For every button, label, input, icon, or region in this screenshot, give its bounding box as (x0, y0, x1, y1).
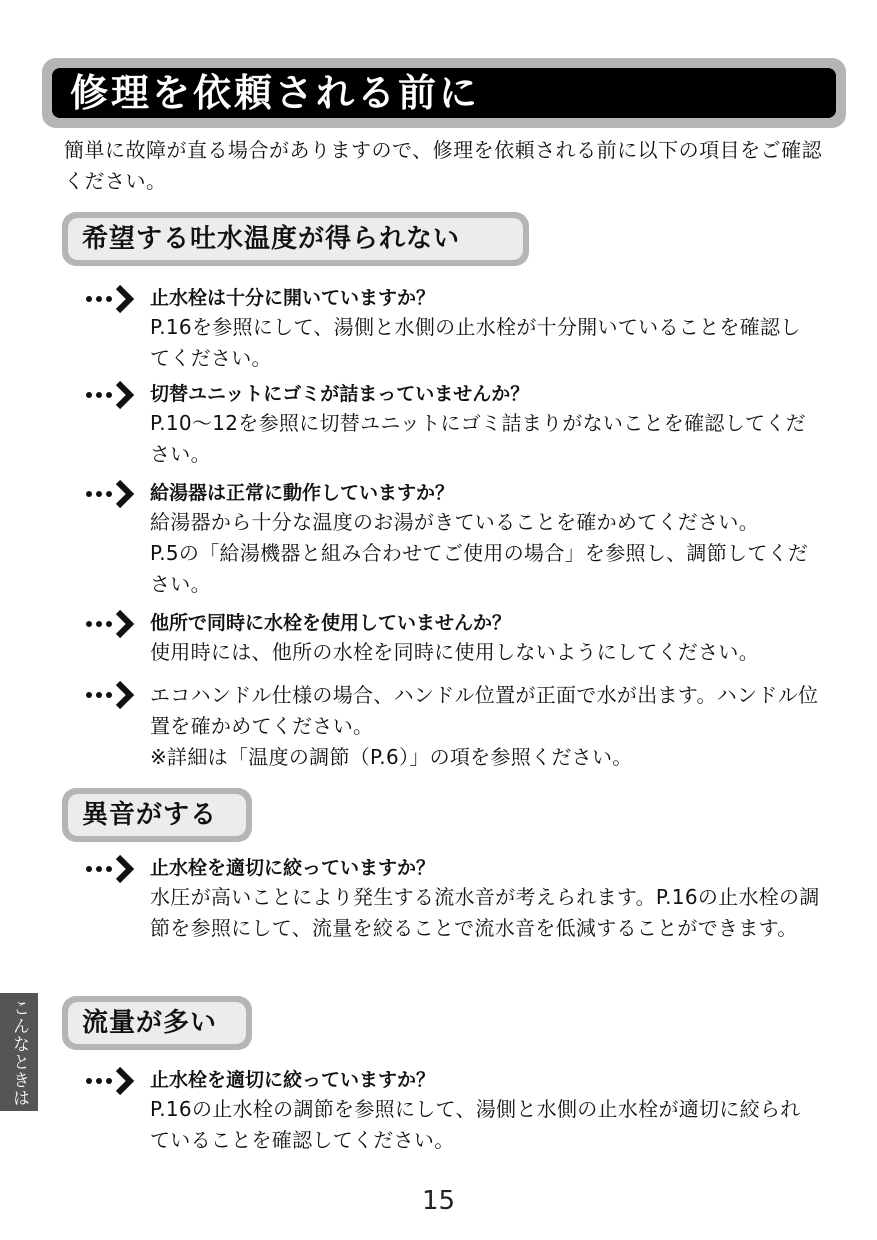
check-item-body: P.10～12を参照に切替ユニットにゴミ詰まりがないことを確認してください。 (150, 411, 806, 466)
page-number: 15 (421, 1186, 456, 1216)
page-title: 修理を依頼される前に (70, 71, 481, 115)
side-index-tab[interactable] (0, 993, 38, 1111)
page-title-inner (52, 68, 836, 118)
section-heading-label: 流量が多い (82, 1008, 218, 1038)
section-heading-temperature (62, 212, 529, 266)
check-item-body: エコハンドル仕様の場合、ハンドル位置が正面で水が出ます。ハンドル位置を確かめてください。 ※詳細は「温度の調節（P.6）」の項を参照ください。 (150, 683, 819, 769)
check-item-title: 止水栓を適切に絞っていますか？ (150, 857, 436, 879)
check-item-body: 水圧が高いことにより発生する流水音が考えられます。P.16の止水栓の調節を参照にして、流量を絞ることで流水音を低減することができます。 (150, 885, 820, 940)
check-item-title: 止水栓を適切に絞っていますか？ (150, 1069, 436, 1091)
check-item-title: 止水栓は十分に開いていますか？ (150, 287, 436, 309)
arrow-bullet-icon (84, 607, 140, 641)
section-heading-flow (62, 996, 252, 1050)
page-title-bar (42, 58, 846, 128)
check-item-title: 給湯器は正常に動作していますか？ (150, 482, 455, 504)
arrow-bullet-icon (84, 678, 140, 712)
arrow-bullet-icon (84, 378, 140, 412)
check-item-body: 使用時には、他所の水栓を同時に使用しないようにしてください。 (150, 640, 759, 664)
intro-text: 簡単に故障が直る場合がありますので、修理を依頼される前に以下の項目をご確認ください。 (64, 138, 823, 193)
check-item-body: P.16を参照にして、湯側と水側の止水栓が十分開いていることを確認してください。 (150, 315, 801, 370)
section-heading-label: 希望する吐水温度が得られない (82, 224, 461, 254)
check-item-body: 給湯器から十分な温度のお湯がきていることを確かめてください。 P.5の「給湯機器と組み合わせてご使用の場合」を参照し、調節してください。 (150, 510, 809, 596)
arrow-bullet-icon (84, 852, 140, 886)
section-heading-noise (62, 788, 252, 842)
arrow-bullet-icon (84, 1064, 140, 1098)
arrow-bullet-icon (84, 477, 140, 511)
arrow-bullet-icon (84, 282, 140, 316)
check-item-title: 切替ユニットにゴミが詰まっていませんか？ (150, 383, 530, 405)
check-item-body: P.16の止水栓の調節を参照にして、湯側と水側の止水栓が適切に絞られていることを確認してください。 (150, 1097, 801, 1152)
side-index-tab-label: こんなときは (9, 999, 29, 1107)
check-item-title: 他所で同時に水栓を使用していませんか？ (150, 612, 512, 634)
section-heading-label: 異音がする (82, 800, 218, 830)
